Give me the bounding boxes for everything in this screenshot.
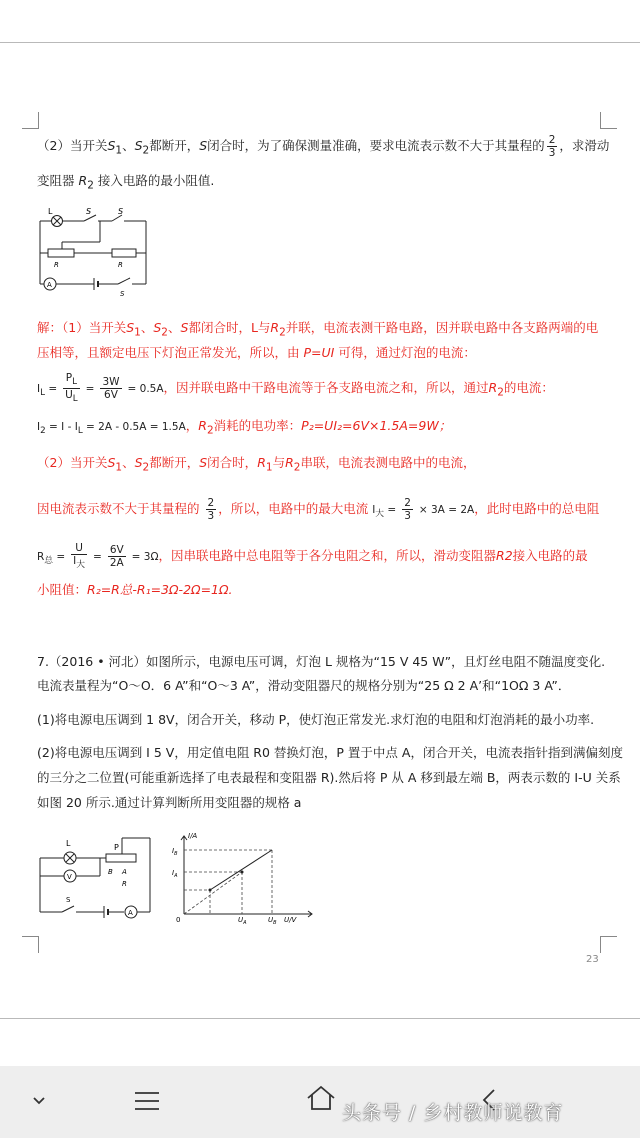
top-divider — [0, 42, 640, 43]
solution-line6: 因电流表示数不大于其量程的 $\frac{2}{3}$ ，所以，电路中的最大电流 $I_大$ = $\frac{2}{3}$ × 3A = 2A，此时电路中的总电阻 — [37, 497, 600, 522]
svg-text:IA: $I_A$ — [172, 869, 178, 879]
svg-text:I/A: I/A — [188, 832, 198, 840]
solution-line3: $I_L$ = $\frac{P_L}{U_L}$ = $\frac{3W}{6V}$ = 0.5A，因并联电路中干路电流等于各支路电流之和，所以，通过$R_2$的电流： — [37, 372, 554, 405]
point-start — [209, 889, 212, 892]
svg-text:R: R — [54, 261, 59, 269]
svg-text:S: S — [86, 207, 92, 216]
circuit-diagram-1 — [34, 206, 154, 298]
svg-text:A: A — [47, 281, 52, 289]
svg-text:A: A — [122, 868, 127, 876]
solution-line4: $I_2 = I - I_L = 2A - 0.5A = 1.5A$，$R_2$消耗的电功率：P₂=UI₂=6V×1.5A=9W； — [37, 418, 452, 437]
solution-line7: $R_总$ = $\frac{U}{I_大}$ = $\frac{6V}{2A}$ = 3Ω，因串联电路中总电阻等于各分电阻之和，所以，滑动变阻器R2接入电路的最 — [37, 542, 588, 571]
fraction-two-thirds: $\frac{2}{3}$ — [548, 134, 556, 159]
svg-text:S: S — [120, 290, 125, 298]
solution-line8: 小阻值：R₂=R总-R₁=3Ω-2Ω=1Ω. — [37, 582, 233, 597]
crop-mark-bottom-left — [22, 936, 39, 953]
question7-line1: 7.（2016 • 河北）如图所示，电源电压可调，灯泡 L 规格为“15 V 45 W”，且灯丝电阻不随温度变化. — [37, 654, 606, 669]
crop-mark-bottom-right — [600, 936, 617, 953]
crop-mark-top-left — [22, 112, 39, 129]
svg-text:L: L — [66, 839, 71, 848]
svg-text:V: V — [67, 873, 72, 881]
question2-line2: 变阻器 $R_2$ 接入电路的最小阻值. — [37, 173, 215, 192]
iu-graph — [170, 830, 320, 924]
svg-text:0: 0 — [176, 916, 181, 924]
solution-line5: （2）当开关$S_1$、$S_2$都断开，S闭合时，$R_1$与$R_2$串联，电流表测电路中的电流， — [37, 455, 476, 474]
svg-text:U/V: U/V — [284, 916, 297, 924]
svg-text:L: L — [48, 207, 53, 216]
point-a — [241, 871, 244, 874]
svg-text:S: S — [118, 207, 124, 216]
svg-text:P: P — [114, 843, 119, 852]
crop-mark-top-right — [600, 112, 617, 129]
page-number: 23 — [586, 954, 599, 965]
svg-text:R: R — [118, 261, 123, 269]
svg-text:A: A — [128, 909, 133, 917]
svg-text:UB: $U_B$ — [268, 916, 277, 924]
home-icon[interactable] — [305, 1084, 337, 1112]
question7-line6: 如图 20 所示.通过计算判断所用变阻器的规格 a — [37, 795, 302, 810]
svg-text:UA: $U_A$ — [238, 916, 247, 924]
svg-text:IB: $I_B$ — [172, 847, 178, 857]
solution-line2: 压相等，且额定电压下灯泡正常发光，所以，由 P=UI 可得，通过灯泡的电流： — [37, 345, 476, 360]
watermark: 头条号 / 乡村教师说教育 — [342, 1102, 564, 1124]
chevron-down-icon[interactable] — [30, 1094, 48, 1108]
iu-line — [210, 850, 272, 890]
svg-text:B: B — [108, 868, 113, 876]
question7-line5: 的三分之二位置(可能重新选择了电表最程和变阻器 R).然后将 P 从 A 移到最左端 B，两表示数的 I-U 关系 — [37, 770, 621, 785]
solution-line1: 解：（1）当开关$S_1$、$S_2$、S都闭合时，L与$R_2$并联，电流表测干路电路，因并联电路中各支路两端的电 — [37, 320, 599, 339]
menu-icon[interactable] — [132, 1090, 162, 1112]
svg-text:R: R — [122, 880, 127, 888]
question7-line4: (2)将电源电压调到 I 5 V，用定值电阻 R0 替换灯泡，P 置于中点 A，闭合开关，电流表指针指到满偏刻度 — [37, 745, 623, 760]
question7-line2: 电流表量程为“O～O．6 A”和“O～3 A”，滑动变阻器尺的规格分别为“25 Ω 2 A’和“1OΩ 3 A”． — [37, 678, 571, 693]
svg-text:S: S — [66, 896, 71, 904]
question2-line1: （2）当开关$S_1$、$S_2$都断开，S闭合时，为了确保测量准确，要求电流表示数不大于其量程的 $\frac{2}{3}$ ，求滑动 — [37, 134, 610, 159]
circuit-diagram-2 — [34, 830, 158, 922]
bottom-divider — [0, 1018, 640, 1019]
question7-line3: (1)将电源电压调到 1 8V，闭合开关，移动 P，使灯泡正常发光.求灯泡的电阻和灯泡消耗的最小功率. — [37, 712, 595, 727]
